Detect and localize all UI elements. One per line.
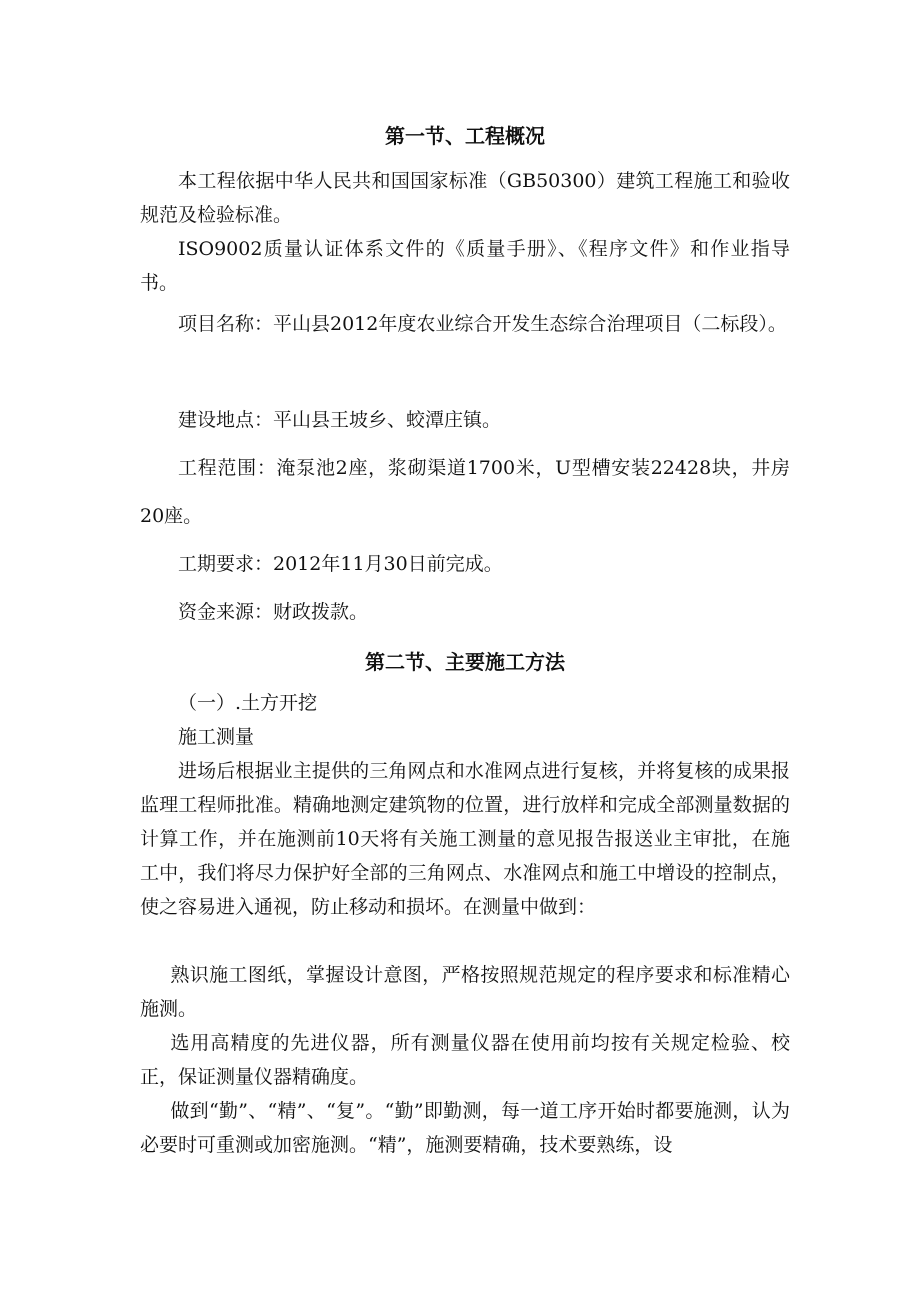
section2-title: 第二节、主要施工方法 xyxy=(365,650,565,674)
subsection-survey: 施工测量 xyxy=(178,726,255,748)
location-paragraph: 建设地点：平山县王坡乡、蛟潭庄镇。 xyxy=(178,409,502,431)
basis-standard-paragraph: 本工程依据中华人民共和国国家标准（GB50300）建筑工程施工和验收规范及检验标准。 xyxy=(140,170,790,226)
project-name-paragraph: 项目名称：平山县2012年度农业综合开发生态综合治理项目（二标段）。 xyxy=(178,313,787,335)
section1-title: 第一节、工程概况 xyxy=(385,124,545,148)
drawings-paragraph: 熟识施工图纸，掌握设计意图，严格按照规范规定的程序要求和标准精心施测。 xyxy=(140,964,790,1020)
schedule-paragraph: 工期要求：2012年11月30日前完成。 xyxy=(178,553,503,575)
instruments-paragraph: 选用高精度的先进仪器，所有测量仪器在使用前均按有关规定检验、校正，保证测量仪器精确度。 xyxy=(140,1032,790,1088)
funding-paragraph: 资金来源：财政拨款。 xyxy=(178,601,369,623)
basis-iso-paragraph: ISO9002质量认证体系文件的《质量手册》、《程序文件》和作业指导书。 xyxy=(140,238,790,294)
subsection-earthwork: （一）.土方开挖 xyxy=(178,692,318,714)
survey-paragraph: 进场后根据业主提供的三角网点和水准网点进行复核，并将复核的成果报监理工程师批准。精确地测定建筑物的位置，进行放样和完成全部测量数据的计算工作，并在施测前10天将有关施工测量的意见报告报送业主审批，在施工中，我们将尽力保护好全部的三角网点、水准网点和施工中增设的控制点，使之容易进入通视，防止移动和损坏。在测量中做到： xyxy=(140,760,790,918)
diligence-paragraph: 做到“勤”、“精”、“复”。“勤”即勤测，每一道工序开始时都要施测，认为必要时可重测或加密施测。“精”，施测要精确，技术要熟练，设 xyxy=(140,1100,790,1156)
scope-paragraph: 工程范围：淹泵池2座，浆砌渠道1700米，U型槽安装22428块，井房20座。 xyxy=(140,457,790,527)
